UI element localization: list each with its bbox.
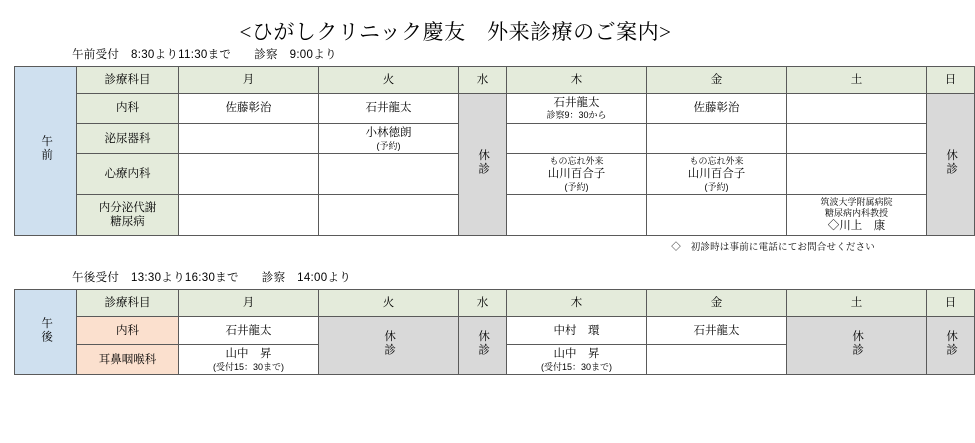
header-tue: 火 [319,67,459,94]
cell-tue-hinyokika [319,124,459,154]
cell-fri-jibiinkoka [647,345,787,375]
cell-sat-naibunpitsu-line3: ◇川上 康 [827,219,886,232]
table-row [15,67,975,94]
header-wed: 水 [459,290,507,317]
section-spacer [0,253,911,269]
cell-tue-naibunpitsu [319,195,459,236]
cell-sun-rest-pm: 休診 [927,317,975,375]
cell-fri-naika: 佐藤彰治 [647,94,787,124]
cell-thu-naika [507,94,647,124]
cell-sun-rest: 休診 [927,94,975,236]
cell-thu-naibunpitsu [507,195,647,236]
cell-thu-hinyokika [507,124,647,154]
header-fri: 金 [647,67,787,94]
header-mon: 月 [179,290,319,317]
cell-thu-naika-pm: 中村 環 [507,317,647,345]
header-dept: 診療科目 [77,290,179,317]
cell-mon-jibiinkoka-name: 山中 昇 [225,348,272,361]
dept-jibiinkoka: 耳鼻咽喉科 [77,345,179,375]
cell-sat-shinryonaika [787,154,927,195]
cell-sat-hinyokika [787,124,927,154]
cell-thu-jibiinkoka [507,345,647,375]
morning-reception-text: 午前受付 8:30より11:30まで [72,49,232,61]
cell-fri-hinyokika [647,124,787,154]
cell-sat-naibunpitsu-line1: 筑波大学附属病院 [820,197,893,208]
dept-naika: 内科 [77,94,179,124]
afternoon-schedule-table [14,289,975,375]
cell-thu-shinryonaika-name: 山川百合子 [547,168,606,181]
cell-tue-rest-pm: 休診 [319,317,459,375]
table-row [15,317,975,345]
header-sun: 日 [927,290,975,317]
cell-tue-naika: 石井龍太 [319,94,459,124]
dept-hinyokika: 泌尿器科 [77,124,179,154]
cell-sat-naibunpitsu [787,195,927,236]
afternoon-section [14,269,958,375]
cell-fri-shinryonaika-sub: (予約) [704,181,729,192]
cell-fri-shinryonaika-name: 山川百合子 [687,168,746,181]
cell-mon-hinyokika [179,124,319,154]
header-dept: 診療科目 [77,67,179,94]
cell-fri-naibunpitsu [647,195,787,236]
cell-fri-shinryonaika [647,154,787,195]
dept-naibunpitsu-line2: 糖尿病 [110,216,145,229]
header-fri: 金 [647,290,787,317]
dept-shinryonaika: 心療内科 [77,154,179,195]
table-row [15,94,975,124]
header-sat: 土 [787,290,927,317]
cell-tue-hinyokika-name: 小林徳朗 [365,127,412,140]
header-tue: 火 [319,290,459,317]
morning-consult-text: 診察 9:00より [254,49,337,61]
morning-hours-note [72,46,897,62]
header-mon: 月 [179,67,319,94]
table-row [15,290,975,317]
cell-tue-hinyokika-sub: (予約) [376,140,401,151]
cell-wed-rest: 休診 [459,94,507,236]
cell-thu-jibiinkoka-name: 山中 昇 [553,348,600,361]
cell-mon-naika: 佐藤彰治 [179,94,319,124]
cell-fri-shinryonaika-title: もの忘れ外来 [689,156,744,167]
morning-schedule-table [14,66,975,236]
dept-naibunpitsu [77,195,179,236]
afternoon-side-label: 午後 [15,290,77,375]
cell-thu-shinryonaika-title: もの忘れ外来 [549,156,604,167]
afternoon-reception-text: 午後受付 13:30より16:30まで [72,272,239,285]
cell-thu-jibiinkoka-sub: (受付15：30まで) [540,361,613,372]
cell-sat-rest-pm: 休診 [787,317,927,375]
morning-section [14,46,958,254]
dept-naibunpitsu-line1: 内分泌代謝 [98,201,157,214]
cell-mon-shinryonaika [179,154,319,195]
cell-wed-rest-pm: 休診 [459,317,507,375]
cell-thu-naika-sub: 診察9：30から [546,110,607,121]
afternoon-hours-note [72,269,897,285]
cell-sat-naibunpitsu-line2: 糖尿病内科教授 [824,208,888,219]
cell-mon-jibiinkoka-sub: (受付15：30まで) [212,361,285,372]
header-wed: 水 [459,67,507,94]
morning-side-label: 午前 [15,67,77,236]
cell-mon-naibunpitsu [179,195,319,236]
cell-thu-shinryonaika [507,154,647,195]
cell-thu-naika-name: 石井龍太 [553,97,600,109]
morning-footnote: ◇ 初診時は事前に電話にてお問合せください [671,242,875,254]
header-thu: 木 [507,290,647,317]
cell-thu-shinryonaika-sub: (予約) [564,181,589,192]
page-title: <ひがしクリニック慶友 外来診療のご案内> [239,20,672,44]
cell-tue-shinryonaika [319,154,459,195]
header-sat: 土 [787,67,927,94]
cell-sat-naika [787,94,927,124]
header-thu: 木 [507,67,647,94]
cell-mon-jibiinkoka [179,345,319,375]
afternoon-consult-text: 診察 14:00より [261,272,352,285]
cell-mon-naika-pm: 石井龍太 [179,317,319,345]
cell-fri-naika-pm: 石井龍太 [647,317,787,345]
dept-naika-pm: 内科 [77,317,179,345]
header-sun: 日 [927,67,975,94]
